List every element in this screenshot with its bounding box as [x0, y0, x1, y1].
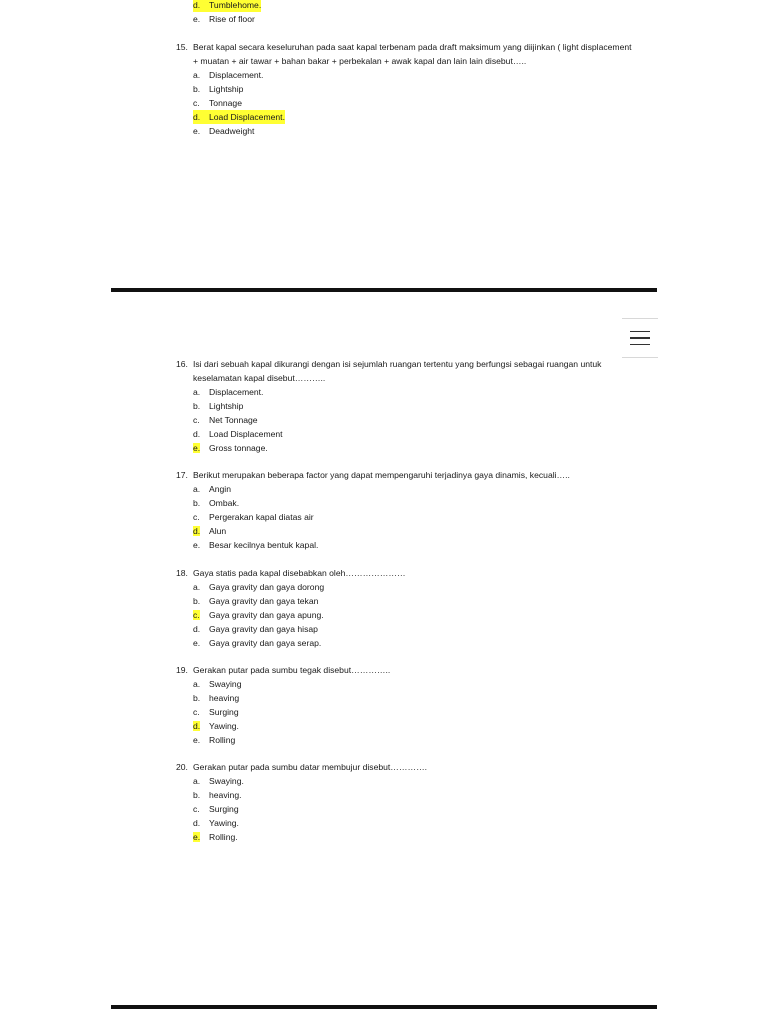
- option-item: [176, 594, 636, 608]
- option-text: Rolling.: [209, 832, 238, 842]
- option-letter: d.: [193, 0, 201, 10]
- option-text: Gaya gravity dan gaya hisap: [209, 624, 318, 634]
- page-separator: [111, 1005, 657, 1009]
- option-letter: a.: [193, 484, 201, 494]
- option-letter: b.: [193, 596, 201, 606]
- option-letter: b.: [193, 84, 201, 94]
- option-text: Gaya gravity dan gaya dorong: [209, 582, 325, 592]
- option-text: Gaya gravity dan gaya apung.: [209, 610, 324, 620]
- option-item: [176, 830, 636, 844]
- option-item: [176, 677, 636, 691]
- option-item: [176, 496, 636, 510]
- answer-letter-highlight: e.: [193, 443, 201, 453]
- question-number: 18.: [176, 568, 188, 578]
- option-item: [176, 524, 636, 538]
- option-text: Rolling: [209, 735, 236, 745]
- option-item: [176, 636, 636, 650]
- question-text: Gerakan putar pada sumbu datar membujur disebut………….: [193, 762, 428, 772]
- option-item: [176, 399, 636, 413]
- option-item: [176, 110, 636, 124]
- option-item: [176, 427, 636, 441]
- option-text: heaving.: [209, 790, 242, 800]
- question-number: 19.: [176, 665, 188, 675]
- question-number: 16.: [176, 359, 188, 369]
- option-text: Tonnage: [209, 98, 242, 108]
- question-text: Gaya statis pada kapal disebabkan oleh…………………: [193, 568, 406, 578]
- option-item: [176, 12, 636, 26]
- option-letter: e.: [193, 638, 201, 648]
- option-letter: c.: [193, 707, 200, 717]
- option-letter: e.: [193, 540, 201, 550]
- option-item: [176, 510, 636, 524]
- option-item: [176, 774, 636, 788]
- option-text: Gaya gravity dan gaya serap.: [209, 638, 322, 648]
- option-text: Displacement.: [209, 387, 264, 397]
- option-item: [176, 733, 636, 747]
- option-letter: c.: [193, 804, 200, 814]
- option-text: Surging: [209, 707, 239, 717]
- question-19: [176, 663, 636, 747]
- option-item: [176, 788, 636, 802]
- option-letter: a.: [193, 70, 201, 80]
- option-letter: b.: [193, 498, 201, 508]
- option-letter: b.: [193, 693, 201, 703]
- question-text: Berikut merupakan beberapa factor yang dapat mempengaruhi terjadinya gaya dinamis, kecuali…..: [193, 470, 570, 480]
- option-item: [176, 816, 636, 830]
- option-letter: a.: [193, 679, 201, 689]
- option-item: [176, 82, 636, 96]
- option-item: [176, 538, 636, 552]
- option-text: Deadweight: [209, 126, 255, 136]
- option-text: Yawing.: [209, 721, 239, 731]
- question-text: Berat kapal secara keseluruhan pada saat kapal terbenam pada draft maksimum yang diijinkan ( light displacement + muatan + air tawar + bahan bakar + perbekalan + awak kapal dan lain lain disebut…..: [193, 42, 632, 66]
- option-text: Angin: [209, 484, 231, 494]
- option-item: [176, 719, 636, 733]
- answer-highlight: [193, 0, 261, 12]
- option-letter: e.: [193, 14, 201, 24]
- hamburger-menu-icon[interactable]: [622, 318, 658, 358]
- option-letter: d.: [193, 624, 201, 634]
- option-text: Alun: [209, 526, 227, 536]
- option-text: Besar kecilnya bentuk kapal.: [209, 540, 319, 550]
- option-item: [176, 802, 636, 816]
- answer-letter-highlight: c.: [193, 610, 200, 620]
- question-text: Gerakan putar pada sumbu tegak disebut…………..: [193, 665, 391, 675]
- option-item: [176, 608, 636, 622]
- option-text: Tumblehome.: [209, 0, 262, 10]
- question-number: 17.: [176, 470, 188, 480]
- option-text: Lightship: [209, 401, 244, 411]
- question-18: [176, 566, 636, 650]
- option-item: [176, 482, 636, 496]
- option-text: Swaying: [209, 679, 242, 689]
- option-letter: d.: [193, 429, 201, 439]
- option-text: Lightship: [209, 84, 244, 94]
- option-item: [176, 705, 636, 719]
- option-letter: a.: [193, 582, 201, 592]
- option-letter: a.: [193, 776, 201, 786]
- question-text: Isi dari sebuah kapal dikurangi dengan isi sejumlah ruangan tertentu yang berfungsi sebagai ruangan untuk keselamatan kapal disebut………..: [193, 359, 602, 383]
- answer-highlight: [193, 110, 285, 124]
- option-letter: b.: [193, 790, 201, 800]
- page-separator: [111, 288, 657, 292]
- option-text: Surging: [209, 804, 239, 814]
- option-letter: e.: [193, 126, 201, 136]
- prev-page-options: [176, 0, 636, 26]
- option-text: Ombak.: [209, 498, 240, 508]
- option-letter: e.: [193, 735, 201, 745]
- option-text: Net Tonnage: [209, 415, 258, 425]
- option-item: [176, 580, 636, 594]
- question-15: [176, 40, 636, 138]
- option-letter: c.: [193, 98, 200, 108]
- option-text: Yawing.: [209, 818, 239, 828]
- option-letter: d.: [193, 818, 201, 828]
- option-text: Displacement.: [209, 70, 264, 80]
- option-item: [176, 124, 636, 138]
- option-item: [176, 691, 636, 705]
- option-text: Gross tonnage.: [209, 443, 268, 453]
- option-letter: b.: [193, 401, 201, 411]
- option-text: Load Displacement.: [209, 112, 285, 122]
- option-item: [176, 0, 636, 12]
- option-item: [176, 622, 636, 636]
- option-letter: a.: [193, 387, 201, 397]
- question-number: 20.: [176, 762, 188, 772]
- option-text: Pergerakan kapal diatas air: [209, 512, 314, 522]
- question-17: [176, 468, 636, 552]
- question-16: [176, 357, 636, 455]
- option-item: [176, 68, 636, 82]
- option-text: Load Displacement: [209, 429, 283, 439]
- answer-letter-highlight: d.: [193, 721, 201, 731]
- option-item: [176, 413, 636, 427]
- option-text: Swaying.: [209, 776, 244, 786]
- option-item: [176, 441, 636, 455]
- option-item: [176, 96, 636, 110]
- option-letter: d.: [193, 112, 201, 122]
- option-text: Rise of floor: [209, 14, 255, 24]
- answer-letter-highlight: d.: [193, 526, 201, 536]
- option-letter: c.: [193, 512, 200, 522]
- option-item: [176, 385, 636, 399]
- option-letter: c.: [193, 415, 200, 425]
- option-text: heaving: [209, 693, 240, 703]
- question-20: [176, 760, 636, 844]
- answer-letter-highlight: e.: [193, 832, 201, 842]
- question-number: 15.: [176, 42, 188, 52]
- option-text: Gaya gravity dan gaya tekan: [209, 596, 319, 606]
